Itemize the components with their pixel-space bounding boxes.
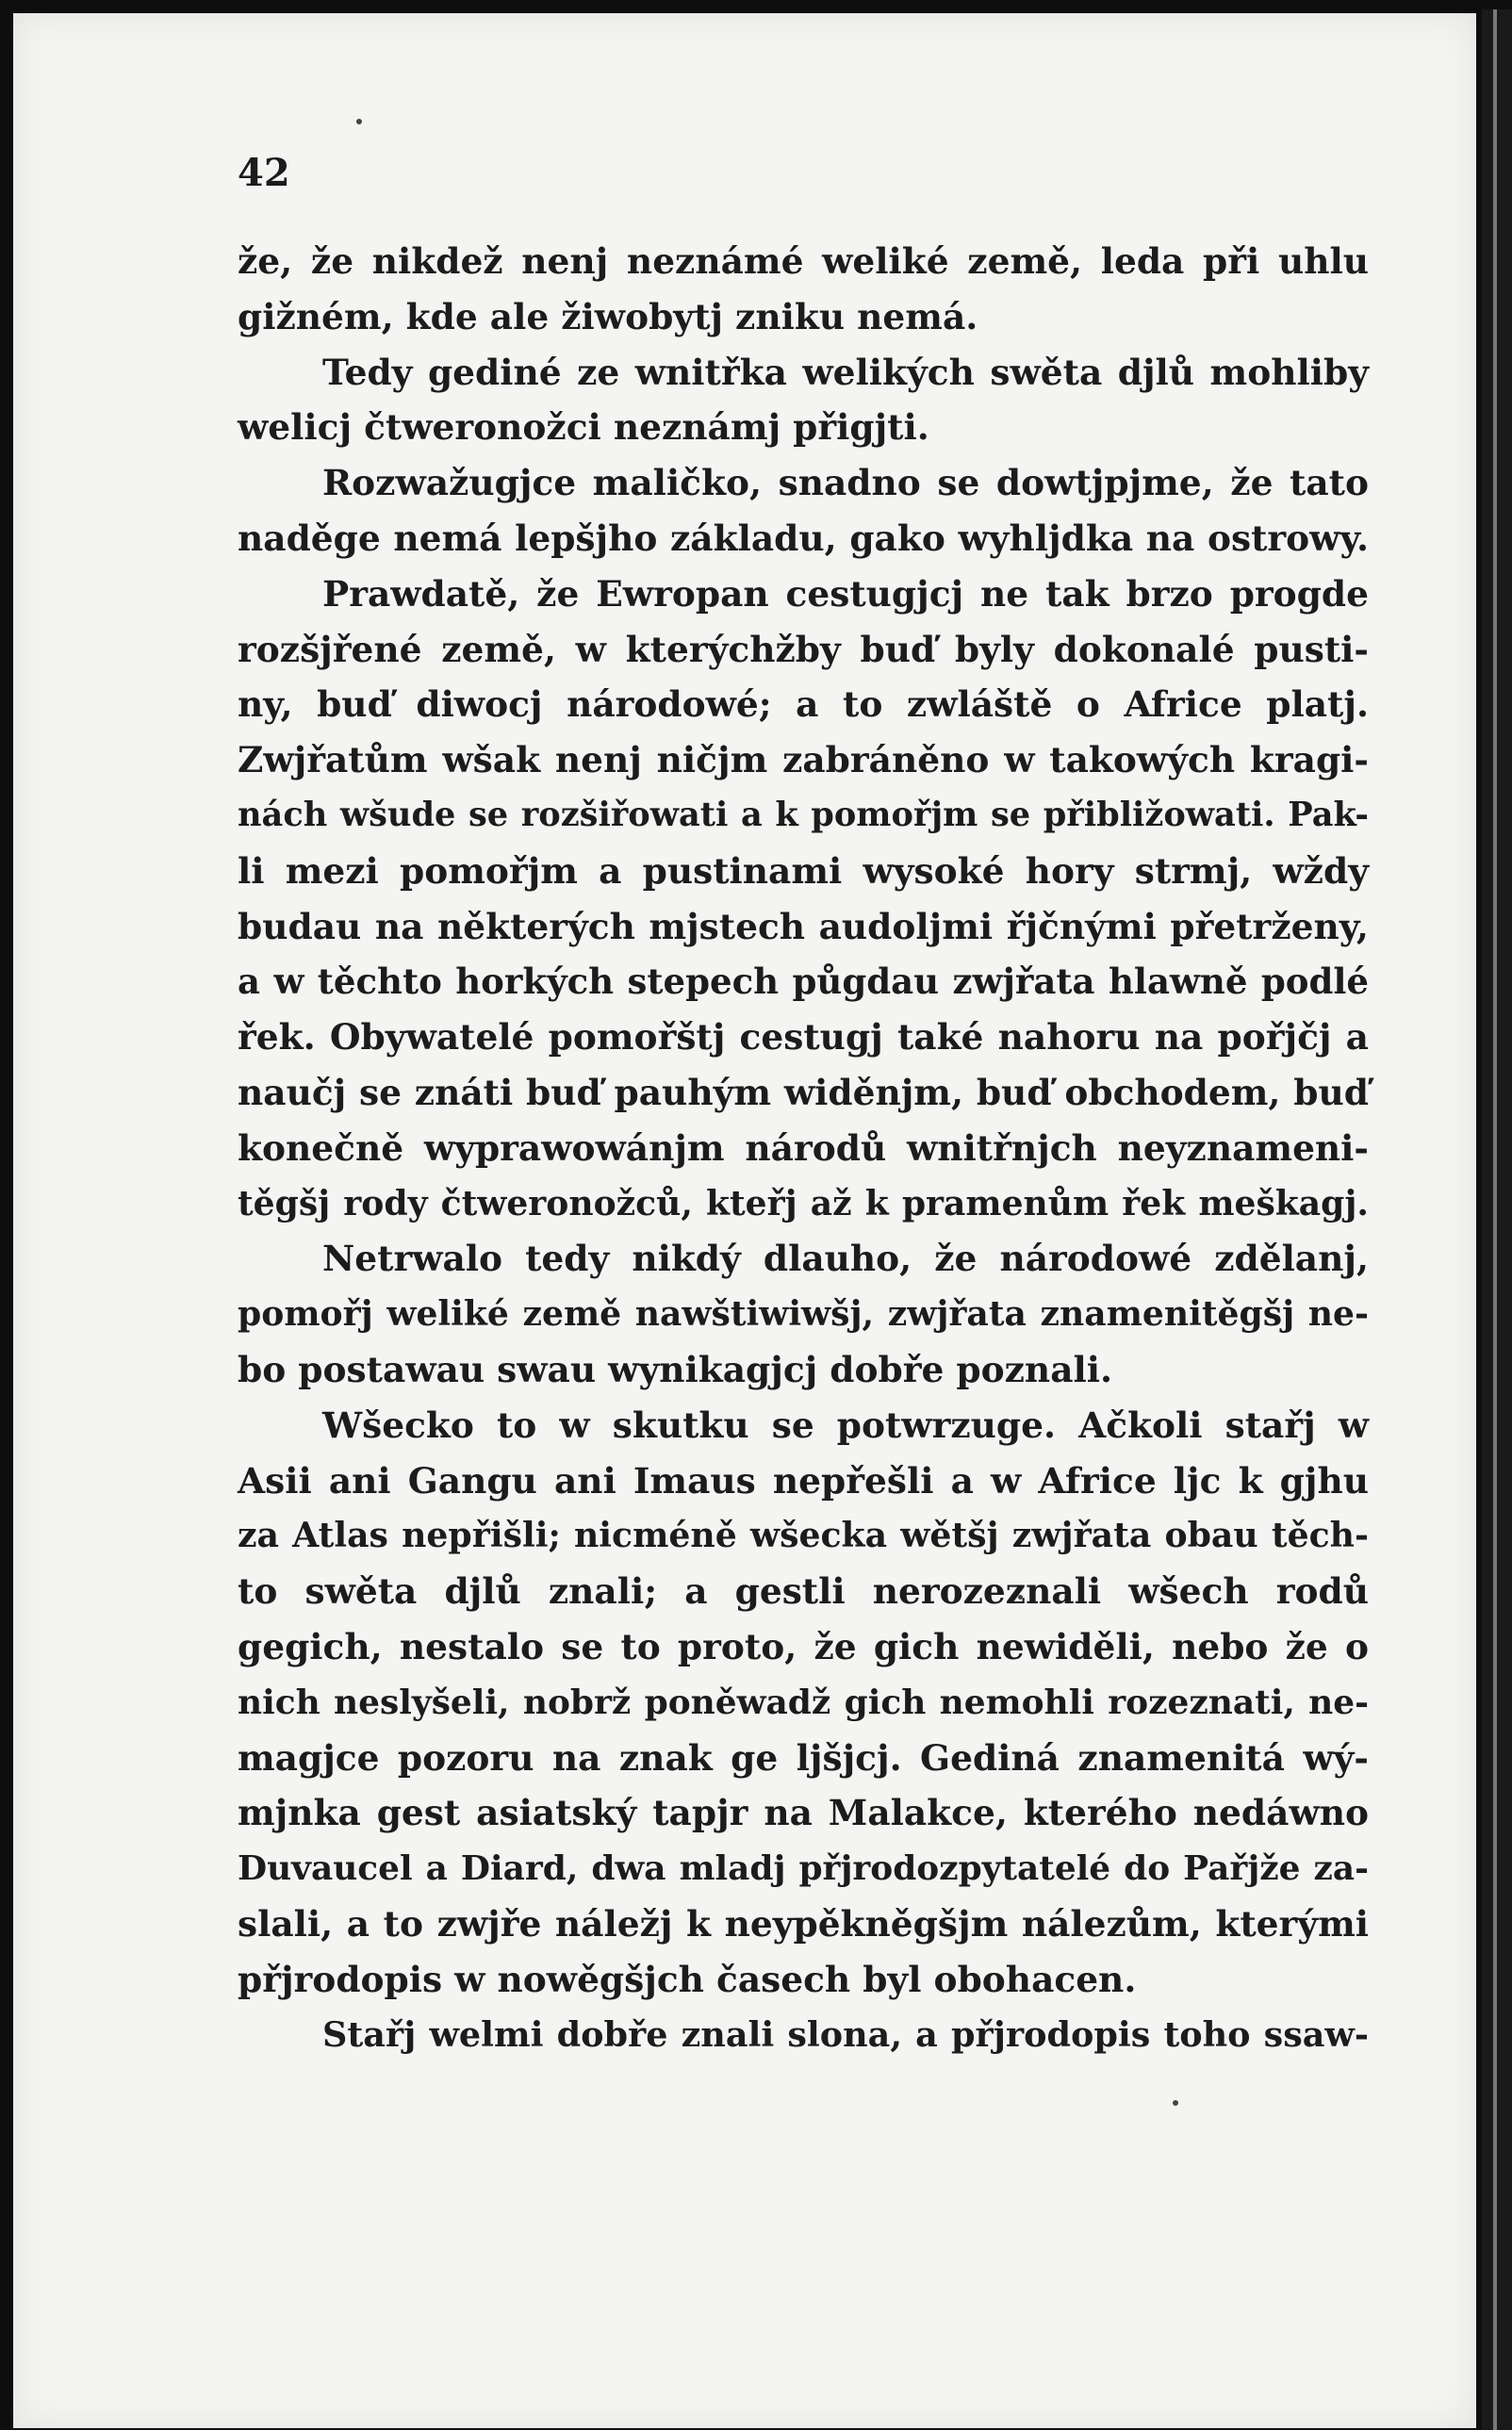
text-line: naučj se znáti buď pauhým widěnjm, buď obchodem, buď: [238, 1071, 1369, 1113]
text-line: ny, buď diwocj národowé; a to zwláště o Africe platj.: [238, 683, 1369, 726]
text-line: nách wšude se rozšiřowati a k pomořjm se přibližowati. Pak-: [238, 795, 1369, 834]
text-line: welicj čtweronožci neznámj přigjti.: [238, 406, 929, 449]
text-line: budau na některých mjstech audoljmi řjčnými přetrženy,: [238, 905, 1369, 947]
text-line: Netrwalo tedy nikdý dlauho, že národowé zdělanj,: [322, 1238, 1369, 1280]
text-line: bo postawau swau wynikagjcj dobře poznali.: [238, 1348, 1113, 1390]
text-line: gižném, kde ale žiwobytj zniku nemá.: [238, 295, 978, 337]
text-line: rozšjřené země, w kterýchžby buď byly dokonalé pusti-: [238, 628, 1369, 670]
right-scan-edge-line: [1493, 9, 1497, 2430]
text-line: Stařj welmi dobře znali slona, a přjrodopis toho ssaw-: [322, 2013, 1369, 2055]
scan-speck: [1173, 2100, 1178, 2106]
text-line: gegich, nestalo se to proto, že gich newiděli, nebo že o: [238, 1625, 1369, 1667]
text-line: Tedy gediné ze wnitřka welikých swěta djlů mohliby: [322, 351, 1369, 393]
text-line: že, že nikdež nenj neznámé weliké země, leda při uhlu: [238, 240, 1369, 282]
body-text: [238, 234, 1369, 2062]
text-line: magjce pozoru na znak ge ljšjcj. Gediná znamenitá wý-: [238, 1736, 1369, 1779]
text-line: za Atlas nepřišli; nicméně wšecka wětšj zwjřata obau těch-: [238, 1515, 1369, 1556]
right-scan-edge: [1482, 9, 1512, 2430]
text-line: naděge nemá lepšjho základu, gako wyhljdka na ostrowy.: [238, 517, 1369, 559]
text-line: konečně wyprawowánjm národů wnitřnjch neyznameni-: [238, 1126, 1369, 1169]
text-line: nich neslyšeli, nobrž poněwadž gich nemohli rozeznati, ne-: [238, 1682, 1369, 1722]
text-line: Asii ani Gangu ani Imaus nepřešli a w Africe ljc k gjhu: [238, 1459, 1369, 1502]
text-line: Prawdatě, že Ewropan cestugjcj ne tak brzo progde: [322, 572, 1369, 615]
text-line: Duvaucel a Diard, dwa mladj přjrodozpytatelé do Pařjže za-: [238, 1848, 1369, 1889]
page-number: 42: [238, 151, 290, 195]
text-line: přjrodopis w nowěgšjch časech byl obohacen.: [238, 1958, 1137, 2000]
text-line: to swěta djlů znali; a gestli nerozeznali wšech rodů: [238, 1570, 1369, 1613]
text-line: pomořj weliké země nawštiwiwšj, zwjřata znamenitěgšj ne-: [238, 1293, 1369, 1335]
text-line: Zwjřatům wšak nenj ničjm zabráněno w takowých kragi-: [238, 739, 1369, 781]
text-line: slali, a to zwjře náležj k neypěkněgšjm nálezům, kterými: [238, 1902, 1369, 1945]
text-line: Rozwažugjce maličko, snadno se dowtjpjme, že tato: [322, 462, 1369, 504]
scan-speck: [356, 119, 362, 124]
text-line: mjnka gest asiatský tapjr na Malakce, kterého nedáwno: [238, 1792, 1369, 1834]
text-line: řek. Obywatelé pomořštj cestugj také nahoru na pořjčj a: [238, 1016, 1369, 1059]
text-line: a w těchto horkých stepech půgdau zwjřata hlawně podlé: [238, 961, 1369, 1003]
text-line: těgšj rody čtweronožců, kteřj až k pramenům řek meškagj.: [238, 1182, 1369, 1223]
text-line: Wšecko to w skutku se potwrzuge. Ačkoli stařj w: [322, 1404, 1369, 1446]
text-line: li mezi pomořjm a pustinami wysoké hory strmj, wždy: [238, 849, 1369, 892]
